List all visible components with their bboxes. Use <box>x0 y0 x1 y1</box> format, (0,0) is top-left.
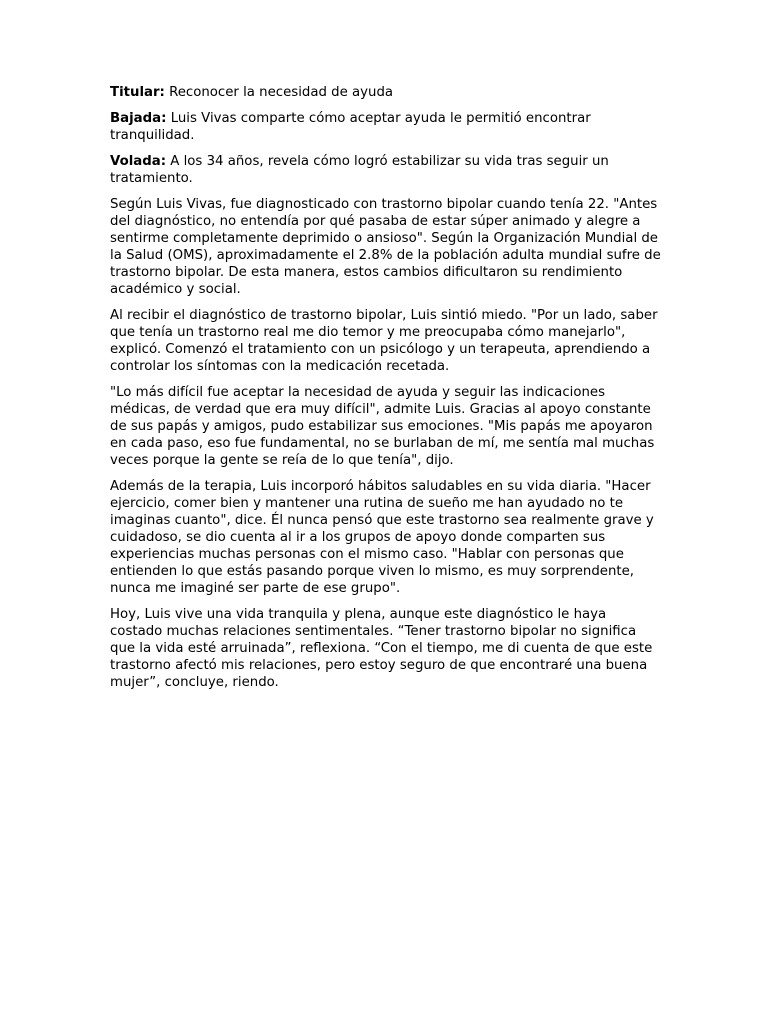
body-paragraph-4: Además de la terapia, Luis incorporó hábitos saludables en su vida diaria. "Hacer ejercicio, comer bien y mantener una rutina de sueño me han ayudado no te imaginas cuanto", dice. Él nunca pensó que este trastorno sea realmente grave y cuidadoso, se dio cuenta al ir a los grupos de apoyo donde comparten sus experiencias muchas personas con el mismo caso. "Hablar con personas que entienden lo que estás pasando porque viven lo mismo, es muy sorprendente, nunca me imaginé ser parte de ese grupo". <box>110 479 654 596</box>
bajada-label: Bajada: <box>110 111 167 126</box>
volada-text: A los 34 años, revela cómo logró estabilizar su vida tras seguir un tratamiento. <box>110 154 609 186</box>
bajada-line <box>110 110 662 144</box>
body-paragraph-2: Al recibir el diagnóstico de trastorno bipolar, Luis sintió miedo. "Por un lado, saber que tenía un trastorno real me dio temor y me preocupaba cómo manejarlo", explicó. Comenzó el tratamiento con un psicólogo y un terapeuta, aprendiendo a controlar los síntomas con la medicación recetada. <box>110 308 658 374</box>
body-paragraph-5: Hoy, Luis vive una vida tranquila y plena, aunque este diagnóstico le haya costado muchas relaciones sentimentales. “Tener trastorno bipolar no significa que la vida esté arruinada”, reflexiona. “Con el tiempo, me di cuenta de que este trastorno afectó mis relaciones, pero estoy seguro de que encontraré una buena mujer”, concluye, riendo. <box>110 607 653 690</box>
document-page <box>110 84 662 700</box>
body-paragraph-3: "Lo más difícil fue aceptar la necesidad de ayuda y seguir las indicaciones médicas, de verdad que era muy difícil", admite Luis. Gracias al apoyo constante de sus papás y amigos, pudo estabilizar sus emociones. "Mis papás me apoyaron en cada paso, eso fue fundamental, no se burlaban de mí, me sentía mal muchas veces porque la gente se reía de lo que tenía", dijo. <box>110 385 655 468</box>
titular-line <box>110 84 662 101</box>
body-paragraph-1: Según Luis Vivas, fue diagnosticado con trastorno bipolar cuando tenía 22. "Antes del diagnóstico, no entendía por qué pasaba de estar súper animado y alegre a sentirme completamente deprimido o ansioso". Según la Organización Mundial de la Salud (OMS), aproximadamente el 2.8% de la población adulta mundial sufre de trastorno bipolar. De esta manera, estos cambios dificultaron su rendimiento académico y social. <box>110 197 661 297</box>
volada-label: Volada: <box>110 154 167 169</box>
volada-line <box>110 153 662 187</box>
titular-text: Reconocer la necesidad de ayuda <box>169 85 394 100</box>
titular-label: Titular: <box>110 85 165 100</box>
bajada-text: Luis Vivas comparte cómo aceptar ayuda le permitió encontrar tranquilidad. <box>110 111 591 143</box>
